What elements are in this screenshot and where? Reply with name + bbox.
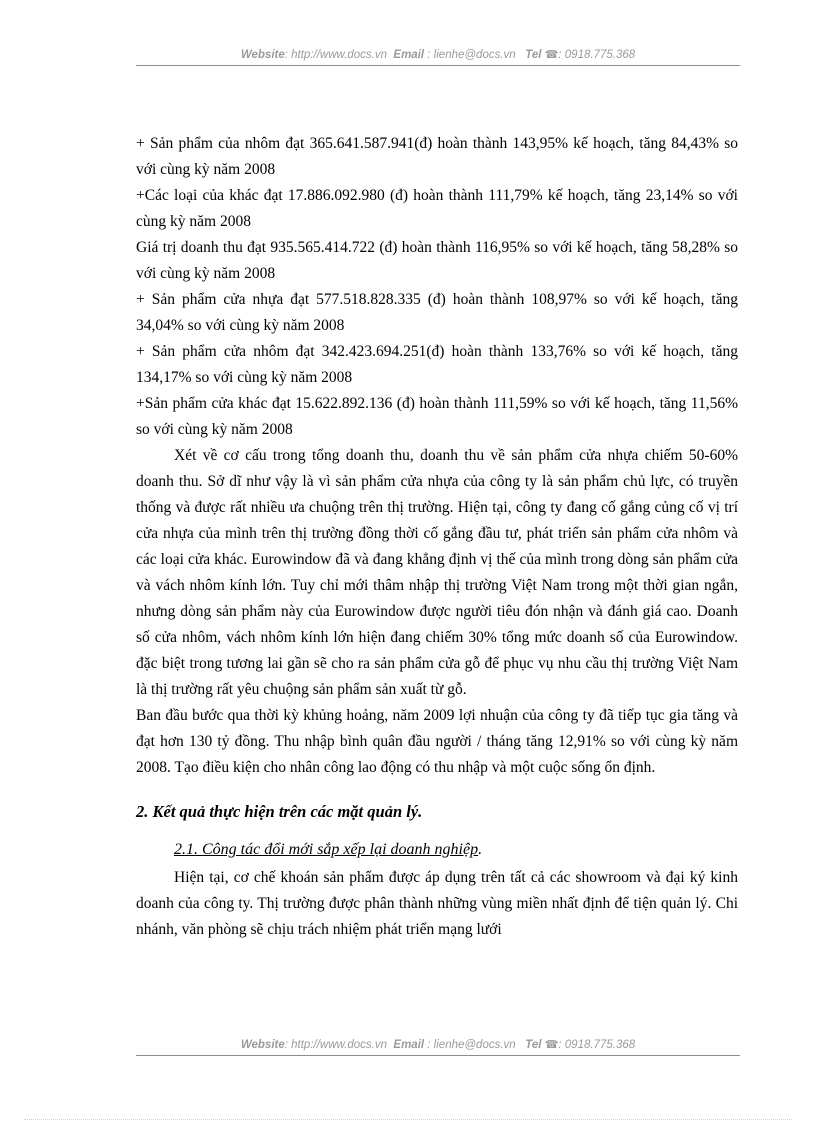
footer-tel-value: : 0918.775.368	[558, 1039, 636, 1051]
subsection-heading	[174, 835, 738, 865]
header-tel-label: Tel	[525, 49, 542, 61]
subsection-heading-tail: .	[478, 841, 483, 858]
footer-email-label: Email	[393, 1039, 425, 1051]
subsection-heading-text: 2.1. Công tác đổi mới sắp xếp lại doanh nghiệp	[174, 841, 479, 858]
header-website-label: Website	[240, 49, 285, 61]
paragraph-plastic-door-product: + Sản phẩm cửa nhựa đạt 577.518.828.335 (đ) hoàn thành 108,97% so với kế hoạch, tăng 34,04% so với cùng kỳ năm 2008	[136, 291, 738, 334]
footer-tel-label: Tel	[525, 1039, 542, 1051]
page-header	[136, 47, 740, 66]
footer-website-value[interactable]: : http://www.docs.vn	[284, 1039, 388, 1051]
footer-website-label: Website	[240, 1039, 285, 1051]
header-tel-value: : 0918.775.368	[558, 49, 636, 61]
paragraph-restructuring: Hiện tại, cơ chế khoán sản phẩm được áp dụng trên tất cả các showroom và đại ký kinh doanh của công ty. Thị trường được phân thành những vùng miền nhất định để tiện quản lý. Chi nhánh, văn phòng sẽ chịu trách nhiệm phát triển mạng lưới	[136, 869, 738, 938]
page-edge-divider	[24, 1119, 792, 1120]
document-body	[136, 131, 738, 943]
page-footer	[136, 1037, 740, 1056]
paragraph-revenue-value: Giá trị doanh thu đạt 935.565.414.722 (đ) hoàn thành 116,95% so với kế hoạch, tăng 58,28% so với cùng kỳ năm 2008	[136, 239, 738, 282]
header-website-value[interactable]: : http://www.docs.vn	[284, 49, 388, 61]
paragraph-other-door-product: +Sản phẩm cửa khác đạt 15.622.892.136 (đ) hoàn thành 111,59% so với kế hoạch, tăng 11,56% so với cùng kỳ năm 2008	[136, 395, 738, 438]
footer-email-value[interactable]: : lienhe@docs.vn	[427, 1039, 516, 1051]
paragraph-profit: Ban đầu bước qua thời kỳ khủng hoảng, năm 2009 lợi nhuận của công ty đã tiếp tục gia tăng và đạt hơn 130 tỷ đồng. Thu nhập bình quân đầu người / tháng tăng 12,91% so với cùng kỳ năm 2008. Tạo điều kiện cho nhân công lao động có thu nhập và một cuộc sống ổn định.	[136, 707, 738, 776]
header-email-value[interactable]: : lienhe@docs.vn	[427, 49, 516, 61]
paragraph-aluminum-door-product: + Sản phẩm cửa nhôm đạt 342.423.694.251(đ) hoàn thành 133,76% so với kế hoạch, tăng 134,17% so với cùng kỳ năm 2008	[136, 343, 738, 386]
section-heading: 2. Kết quả thực hiện trên các mặt quản lý.	[136, 802, 423, 821]
phone-icon: ☎	[544, 1039, 559, 1051]
paragraph-aluminum-product: + Sản phẩm của nhôm đạt 365.641.587.941(đ) hoàn thành 143,95% kế hoạch, tăng 84,43% so với cùng kỳ năm 2008	[136, 135, 738, 178]
header-email-label: Email	[393, 49, 425, 61]
paragraph-revenue-structure: Xét về cơ cấu trong tổng doanh thu, doanh thu về sản phẩm cửa nhựa chiếm 50-60% doanh thu. Sở dĩ như vậy là vì sản phẩm cửa nhựa của công ty là sản phẩm chủ lực, có truyền thống và được rất nhiều ưa chuộng trên thị trường. Hiện tại, công ty đang cố gắng củng cố vị trí cửa nhựa của mình trên thị trường đồng thời cố gắng đầu tư, phát triển sản phẩm cửa nhôm và các loại cửa khác. Eurowindow đã và đang khẳng định vị thế của mình trong dòng sản phẩm cửa và vách nhôm kính lớn. Tuy chỉ mới thâm nhập thị trường Việt Nam trong một thời gian ngắn, nhưng dòng sản phẩm này của Eurowindow được người tiêu đón nhận và đánh giá cao. Doanh số cửa nhôm, vách nhôm kính lớn hiện đang chiếm 30% tổng mức doanh số của Eurowindow. đặc biệt trong tương lai gần sẽ cho ra sản phẩm cửa gỗ để phục vụ nhu cầu thị trường Việt Nam là thị trường rất yêu chuộng sản phẩm sản xuất từ gỗ.	[136, 447, 738, 698]
phone-icon: ☎	[544, 49, 559, 61]
paragraph-other-types: +Các loại của khác đạt 17.886.092.980 (đ) hoàn thành 111,79% kế hoạch, tăng 23,14% so với cùng kỳ năm 2008	[136, 187, 738, 230]
